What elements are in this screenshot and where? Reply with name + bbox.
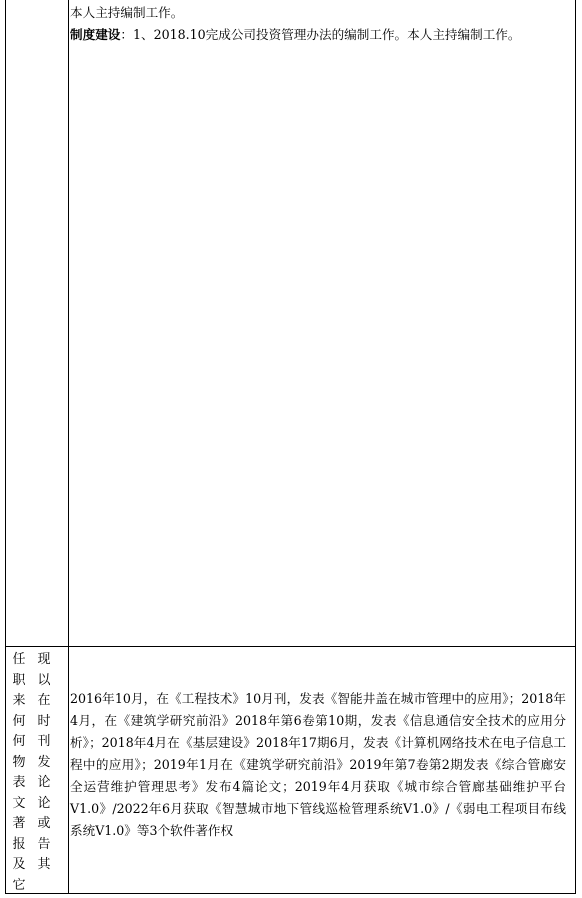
label-char: 刊 — [37, 734, 51, 749]
row-label-column-1 — [10, 650, 28, 896]
label-char: 论 — [37, 775, 51, 790]
section-heading: 制度建设 — [70, 27, 121, 42]
publications-text: 2016年10月，在《工程技术》10月刊，发表《智能井盖在城市管理中的应用》；2018年4月，在《建筑学研究前沿》2018年第6卷第10期，发表《信息通信安全技术的应用分析》；2018年4月在《基层建设》2018年17期6月，发表《计算机网络技术在电子信息工程中的应用》；2019年1月在《建筑学研究前沿》2019年第7卷第2期发表《综合管廊安全运营维护管理思考》发布4篇论文；2019年4月获取《城市综合管廊基础维护平台V1.0》/2022年6月获取《智慧城市地下管线巡检管理系统V1.0》/《弱电工程项目布线系统V1.0》等3个软件著作权 — [70, 691, 566, 838]
label-char: 它 — [12, 877, 26, 893]
label-char: 职 — [12, 672, 26, 688]
label-char: 来 — [12, 693, 26, 708]
row-divider — [6, 646, 575, 647]
label-char: 表 — [12, 775, 26, 790]
label-char: 及 — [12, 857, 26, 872]
label-char: 以 — [37, 672, 51, 688]
work-content-cell — [70, 2, 566, 46]
label-char: 或 — [37, 816, 51, 831]
label-char: 任 — [12, 652, 26, 667]
content-line: 本人主持编制工作。 — [70, 5, 184, 20]
label-char: 在 — [37, 693, 51, 708]
heading-colon: ： — [120, 27, 133, 42]
column-divider — [68, 0, 69, 893]
label-char: 现 — [37, 652, 51, 667]
section-text: 1、2018.10完成公司投资管理办法的编制工作。本人主持编制工作。 — [132, 27, 521, 42]
publications-cell — [70, 688, 566, 842]
label-char: 何 — [12, 734, 26, 749]
label-char: 时 — [37, 713, 51, 729]
label-char: 何 — [12, 713, 26, 729]
label-char: 著 — [12, 816, 26, 831]
system-construction-paragraph — [70, 24, 566, 46]
label-char: 报 — [12, 836, 26, 852]
label-char: 物 — [12, 754, 26, 770]
label-char: 其 — [37, 857, 51, 872]
label-char: 论 — [37, 795, 51, 811]
label-char: 发 — [37, 754, 51, 770]
row-label-column-2 — [35, 650, 53, 876]
label-char: 文 — [12, 795, 26, 811]
label-char: 告 — [37, 836, 51, 852]
